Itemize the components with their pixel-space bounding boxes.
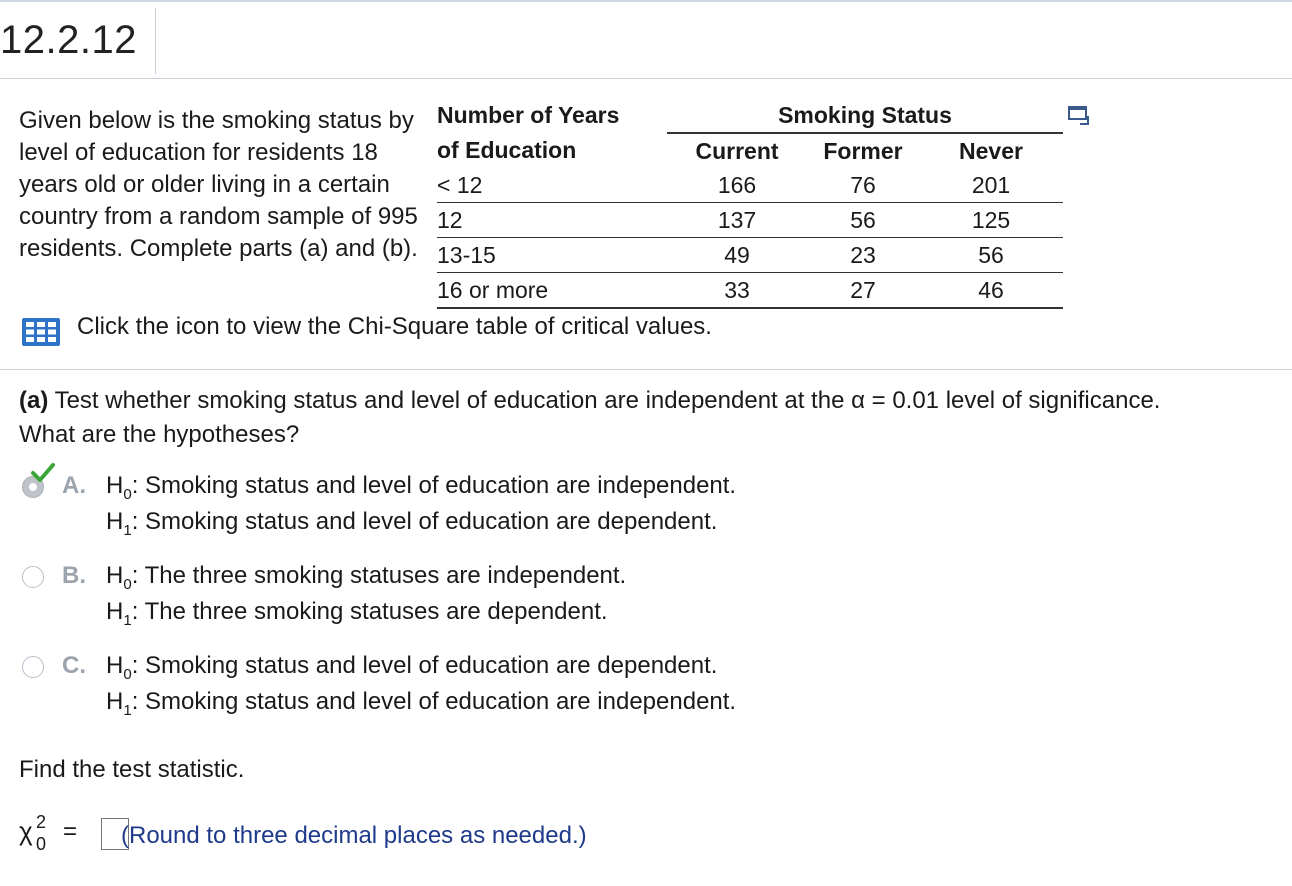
- option-letter: C.: [62, 652, 86, 679]
- chi-square-table-icon[interactable]: [22, 318, 60, 346]
- option-c-h1: $H_1$: Smoking status and level of education are independent.: [106, 688, 737, 719]
- part-a-text: Test whether smoking status and level of education are independent at the α = 0.01 level of significance.: [54, 387, 1161, 414]
- cell-current: 33: [667, 273, 807, 309]
- cell-current: 137: [667, 203, 807, 238]
- cell-never: 125: [919, 203, 1063, 238]
- cell-never: 46: [919, 273, 1063, 309]
- chi-symbol: χ: [19, 816, 33, 846]
- part-a-subtext: What are the hypotheses?: [19, 421, 300, 448]
- table-row: [437, 168, 1063, 203]
- option-a-h0: $H_0$: Smoking status and level of education are independent.: [106, 472, 737, 503]
- option-a-h1: $H_1$: Smoking status and level of education are dependent.: [106, 508, 718, 539]
- intro-text: Given below is the smoking status by level of education for residents 18 years old or older living in a certain country from a random sample of 995 residents. Complete parts (a) and (b).: [19, 107, 418, 262]
- row-label: 16 or more: [437, 273, 667, 309]
- row-header-line2: of Education: [437, 137, 577, 163]
- part-a-question: [19, 384, 1279, 452]
- option-b-h0: $H_0$: The three smoking statuses are independent.: [106, 562, 627, 593]
- row-header-line1: Number of Years: [437, 102, 620, 128]
- table-row: [437, 273, 1063, 309]
- cell-former: 56: [807, 203, 919, 238]
- option-letter: B.: [62, 562, 86, 589]
- cell-former: 76: [807, 168, 919, 203]
- option-c-radio[interactable]: [22, 656, 44, 678]
- header-divider: [155, 8, 156, 74]
- cell-never: 56: [919, 238, 1063, 273]
- col-header-former: Former: [823, 137, 903, 164]
- group-header: Smoking Status: [667, 98, 1063, 133]
- popout-icon[interactable]: [1068, 106, 1090, 126]
- rounding-note: (Round to three decimal places as needed.): [121, 822, 587, 849]
- chi-superscript: 2: [36, 812, 47, 832]
- cell-former: 23: [807, 238, 919, 273]
- find-test-statistic: Find the test statistic.: [19, 756, 245, 783]
- option-c-h0: $H_0$: Smoking status and level of education are dependent.: [106, 652, 718, 683]
- row-label: < 12: [437, 168, 667, 203]
- chi-subscript: 0: [36, 834, 47, 854]
- row-label: 12: [437, 203, 667, 238]
- section-rule: [0, 369, 1292, 370]
- cell-never: 201: [919, 168, 1063, 203]
- option-letter: A.: [62, 472, 86, 499]
- part-a-label: (a): [19, 387, 49, 414]
- col-header-current: Current: [695, 137, 779, 164]
- row-label: 13-15: [437, 238, 667, 273]
- chi-square-link-text: Click the icon to view the Chi-Square table of critical values.: [77, 313, 712, 340]
- table-row: [437, 238, 1063, 273]
- col-header-never: Never: [959, 137, 1023, 164]
- question-number: 12.2.12: [0, 18, 137, 62]
- header-rule: [0, 78, 1292, 79]
- cell-current: 166: [667, 168, 807, 203]
- table-row: [437, 203, 1063, 238]
- equals-sign: =: [63, 818, 78, 845]
- cell-current: 49: [667, 238, 807, 273]
- cell-former: 27: [807, 273, 919, 309]
- option-b-h1: $H_1$: The three smoking statuses are dependent.: [106, 598, 608, 629]
- top-border: [0, 0, 1292, 2]
- checkmark-icon: [30, 462, 56, 484]
- smoking-status-table: [437, 98, 1063, 309]
- option-b-radio[interactable]: [22, 566, 44, 588]
